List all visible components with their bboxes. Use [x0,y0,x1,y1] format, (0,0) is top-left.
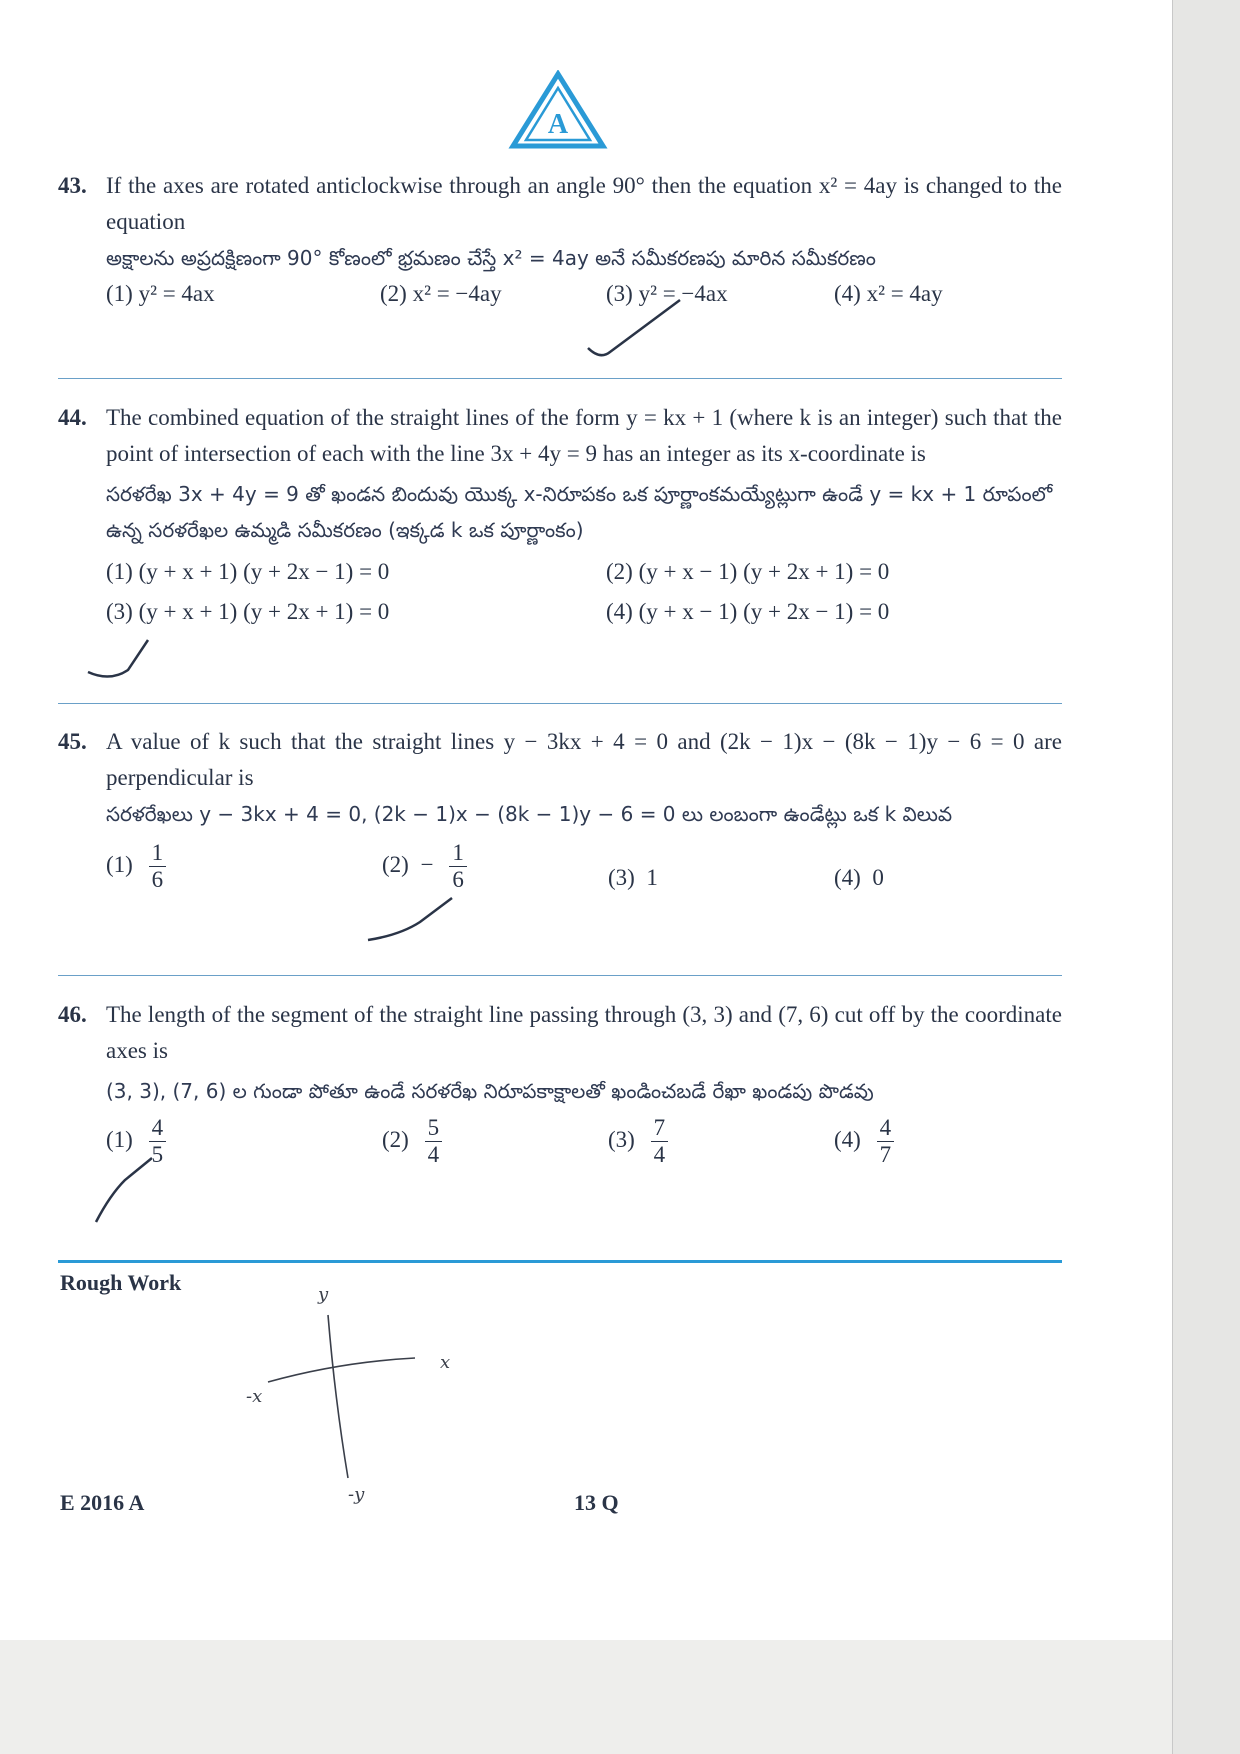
fraction: $\frac{1}{6}$ [449,840,467,893]
separator [58,975,1062,976]
fraction: $\frac{1}{6}$ [149,840,167,893]
question-text-telugu: (3, 3), (7, 6) ల గుండా పోతూ ఉండే సరళరేఖ నిరూపకాక్షాలతో ఖండించబడే రేఖా ఖండపు పొడవు [106,1079,874,1103]
option-3[interactable]: (3) $\frac{7}{4}$ [608,1115,668,1168]
sketch-label-neg-x: -x [246,1386,263,1407]
sketch-label-y: y [318,1284,329,1305]
option-4[interactable]: (4) $\frac{4}{7}$ [834,1115,894,1168]
options [106,1115,1062,1181]
question-text-telugu: సరళరేఖ 3x + 4y = 9 తో ఖండన బిందువు యొక్క x-నిరూపకం ఒక పూర్ణాంకమయ్యేట్లుగా ఉండే y = kx + 1 రూపంలో ఉన్న సరళరేఖల ఉమ్మడి సమీకరణం (ఇక్కడ k ఒక పూర్ణాంకం) [106,482,1053,542]
question-number: 45. [58,729,87,754]
options-row-2 [106,594,1062,634]
fraction: $\frac{4}{7}$ [877,1115,895,1168]
question-text-telugu: అక్షాలను అప్రదక్షిణంగా 90° కోణంలో భ్రమణం చేస్తే x² = 4ay అనే సమీకరణపు మారిన సమీకరణం [106,246,876,270]
option-2[interactable]: (2) (y + x − 1) (y + 2x + 1) = 0 [606,559,890,584]
option-1[interactable]: (1) $\frac{4}{5}$ [106,1115,166,1168]
option-2[interactable]: (2) − $\frac{1}{6}$ [382,840,467,893]
option-1[interactable]: (1) y² = 4ax [106,281,215,306]
option-4[interactable]: (4) (y + x − 1) (y + 2x − 1) = 0 [606,599,890,624]
question-43 [58,168,1062,316]
question-44 [58,400,1062,634]
set-badge-letter: A [547,109,569,140]
option-3[interactable]: (3) y² = −4ax [606,281,728,306]
question-number: 43. [58,173,87,198]
option-2[interactable]: (2) x² = −4ay [380,281,502,306]
fraction: $\frac{5}{4}$ [425,1115,443,1168]
option-3[interactable]: (3) 1 [608,865,658,890]
option-2[interactable]: (2) $\frac{5}{4}$ [382,1115,442,1168]
options-row-1 [106,554,1062,594]
question-number: 46. [58,1002,87,1027]
options [106,276,1062,316]
question-46 [58,997,1062,1181]
paper-code: E 2016 A [60,1490,145,1515]
option-4[interactable]: (4) x² = 4ay [834,281,943,306]
question-text: The combined equation of the straight lines of the form y = kx + 1 (where k is an integer) such that the point of intersection of each with the line 3x + 4y = 9 has an integer as its x-coordinate is [106,405,1062,466]
question-text-telugu: సరళరేఖలు y − 3kx + 4 = 0, (2k − 1)x − (8k − 1)y − 6 = 0 లు లంబంగా ఉండేట్లు ఒక k విలువ [106,802,953,826]
sketch-label-x: x [440,1352,451,1373]
question-text: The length of the segment of the straight line passing through (3, 3) and (7, 6) cut off by the coordinate axes is [106,1002,1062,1063]
question-text: If the axes are rotated anticlockwise through an angle 90° then the equation x² = 4ay is changed to the equation [106,173,1062,234]
separator [58,378,1062,379]
question-45 [58,724,1062,906]
separator [58,703,1062,704]
fraction: $\frac{7}{4}$ [651,1115,669,1168]
options [106,840,1062,906]
option-3[interactable]: (3) (y + x + 1) (y + 2x + 1) = 0 [106,599,390,624]
question-number: 44. [58,405,87,430]
set-badge [508,70,608,150]
page-number: 13 Q [574,1490,619,1515]
question-text: A value of k such that the straight lines y − 3kx + 4 = 0 and (2k − 1)x − (8k − 1)y − 6 = 0 are perpendicular is [106,729,1062,790]
rough-work-rule [58,1260,1062,1263]
fraction: $\frac{4}{5}$ [149,1115,167,1168]
sketch-label-neg-y: -y [348,1484,365,1505]
option-1[interactable]: (1) $\frac{1}{6}$ [106,840,166,893]
option-4[interactable]: (4) 0 [834,865,884,890]
scanned-page-edge [1172,0,1240,1754]
scanned-page-bottom [0,1640,1172,1754]
option-1[interactable]: (1) (y + x + 1) (y + 2x − 1) = 0 [106,559,390,584]
rough-work-heading: Rough Work [60,1270,182,1295]
